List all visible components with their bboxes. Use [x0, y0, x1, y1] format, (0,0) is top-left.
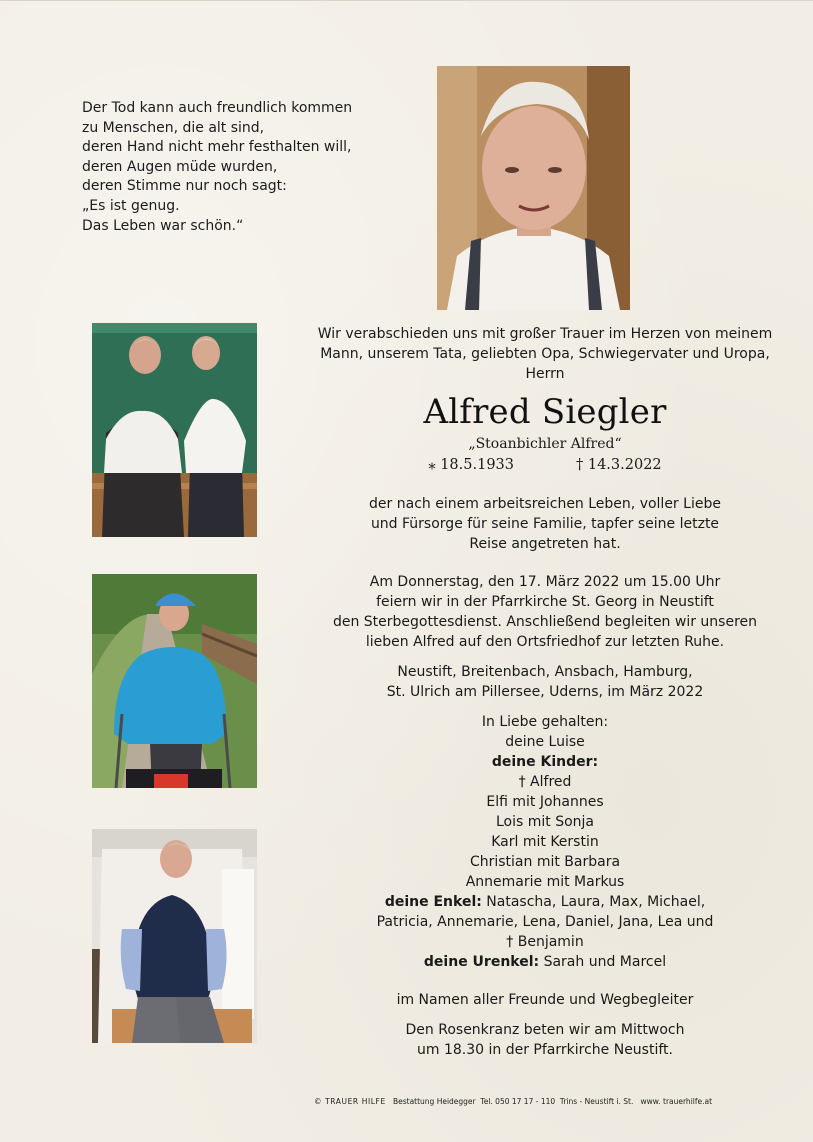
- portrait-photo: [437, 66, 630, 310]
- funeral-line: lieben Alfred auf den Ortsfriedhof zur letzten Ruhe.: [365, 634, 725, 650]
- birth-date: ⁎ 18.5.1933: [428, 457, 514, 473]
- child-entry: Lois mit Sonja: [495, 814, 594, 830]
- poem: [82, 99, 382, 236]
- friends-line: im Namen aller Freunde und Wegbegleiter: [396, 992, 694, 1008]
- grandchildren-label: deine Enkel:: [384, 894, 482, 910]
- life-line: und Fürsorge für seine Familie, tapfer seine letzte: [370, 516, 720, 532]
- greatgrandchildren-line: [310, 952, 780, 972]
- funeral-line: feiern wir in der Pfarrkirche St. Georg in Neustift: [376, 594, 714, 610]
- armchair-photo: [92, 829, 257, 1043]
- poem-line: „Es ist genug.: [82, 197, 180, 214]
- child-entry: Christian mit Barbara: [469, 854, 621, 870]
- intro-line: Herrn: [525, 366, 565, 382]
- walker-photo: [92, 574, 257, 788]
- intro-line: Mann, unserem Tata, geliebten Opa, Schwiegervater und Uropa,: [320, 346, 770, 362]
- greatgrandchildren-label: deine Urenkel:: [423, 954, 540, 970]
- footer-brand: © TRAUER HILFE: [314, 1097, 386, 1106]
- places-line: St. Ulrich am Pillersee, Uderns, im März 2022: [386, 684, 704, 700]
- grandchildren-names: Natascha, Laura, Max, Michael,: [481, 894, 706, 910]
- deceased-nickname: „Stoanbichler Alfred“: [468, 436, 622, 452]
- child-entry: † Alfred: [518, 774, 572, 790]
- child-entry: Annemarie mit Markus: [465, 874, 625, 890]
- children-label: deine Kinder:: [491, 754, 599, 770]
- mourners-intro: In Liebe gehalten:: [481, 714, 609, 730]
- places-line: Neustift, Breitenbach, Ansbach, Hamburg,: [397, 664, 693, 680]
- greatgrandchildren-names: Sarah und Marcel: [539, 954, 667, 970]
- death-date: † 14.3.2022: [576, 457, 662, 473]
- grandchildren-line: Patricia, Annemarie, Lena, Daniel, Jana, Lea und: [376, 914, 714, 930]
- intro-line: Wir verabschieden uns mit großer Trauer im Herzen von meinem: [317, 326, 773, 342]
- grandchildren-line: † Benjamin: [506, 934, 584, 950]
- couple-photo: [92, 323, 257, 537]
- child-entry: Elfi mit Johannes: [486, 794, 604, 810]
- rosary-line: Den Rosenkranz beten wir am Mittwoch: [405, 1022, 685, 1038]
- life-dates: [310, 454, 780, 476]
- poem-line: deren Augen müde wurden,: [82, 158, 278, 175]
- life-line: Reise angetreten hat.: [469, 536, 621, 552]
- deceased-name: Alfred Siegler: [423, 392, 667, 432]
- rosary-line: um 18.30 in der Pfarrkirche Neustift.: [417, 1042, 673, 1058]
- life-line: der nach einem arbeitsreichen Leben, voller Liebe: [369, 496, 721, 512]
- child-entry: Karl mit Kerstin: [491, 834, 599, 850]
- poem-line: zu Menschen, die alt sind,: [82, 119, 265, 136]
- funeral-line: Am Donnerstag, den 17. März 2022 um 15.00 Uhr: [369, 574, 721, 590]
- poem-line: deren Hand nicht mehr festhalten will,: [82, 139, 352, 156]
- grandchildren-line: [310, 892, 780, 912]
- funeral-line: den Sterbegottesdienst. Anschließend begleiten wir unseren: [332, 614, 758, 630]
- mourner-wife: deine Luise: [505, 734, 585, 750]
- poem-line: deren Stimme nur noch sagt:: [82, 178, 287, 195]
- footer-contact: Bestattung Heidegger Tel. 050 17 17 - 110 Trins - Neustift i. St. www. trauerhilfe.at: [385, 1097, 713, 1106]
- poem-line: Der Tod kann auch freundlich kommen: [82, 100, 353, 116]
- footer: [314, 1096, 754, 1108]
- poem-line: Das Leben war schön.“: [82, 217, 244, 234]
- obituary-text: [310, 324, 780, 1060]
